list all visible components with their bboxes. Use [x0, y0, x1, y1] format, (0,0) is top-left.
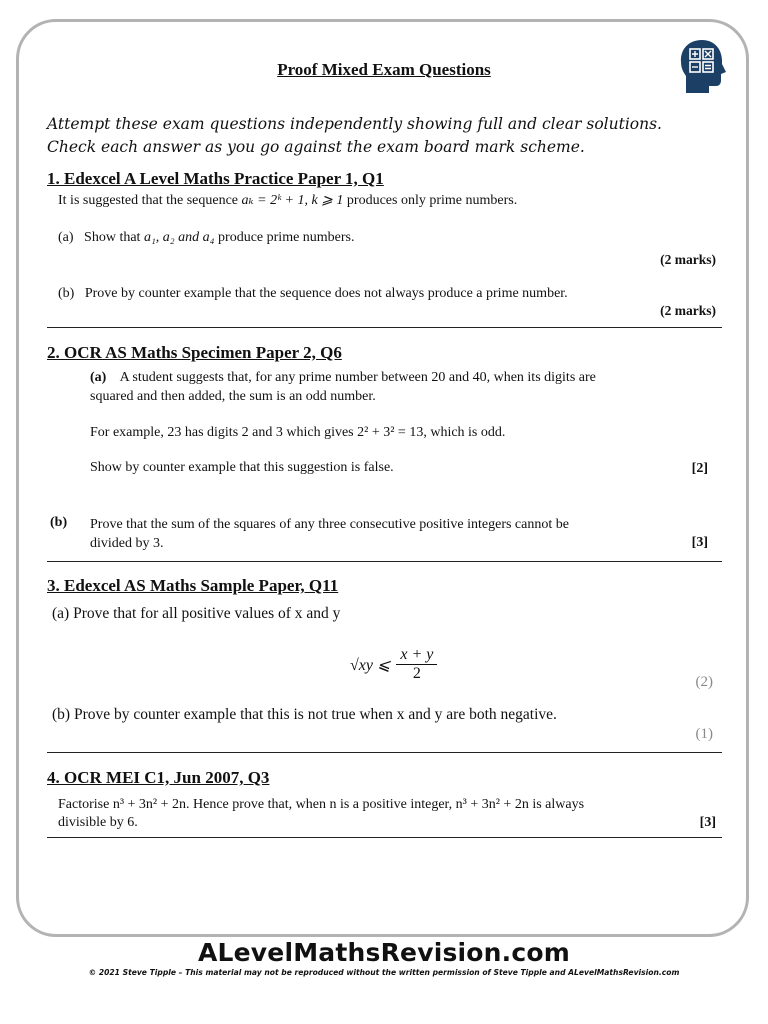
q2-a-marks: [2]: [691, 461, 708, 476]
q4-heading: 4. OCR MEI C1, Jun 2007, Q3: [47, 768, 270, 787]
q2-b-label-text: (b): [50, 515, 68, 530]
instructions-line-1: Attempt these exam questions independently showing full and clear solutions.: [47, 115, 662, 133]
q2-b-marks: [3]: [691, 535, 708, 550]
q1-a-marks: (2 marks): [660, 252, 716, 267]
q4-line1: Factorise n³ + 3n² + 2n. Hence prove that, when n is a positive integer, n³ + 3n² + 2n is always: [58, 797, 585, 812]
q2-example-pre: For example, 23 has digits 2 and 3 which gives: [90, 425, 354, 440]
q3-ineq-den: 2: [412, 665, 421, 682]
q3-a-text: (a) Prove that for all positive values of x and y: [52, 605, 341, 622]
q3-heading: 3. Edexcel AS Maths Sample Paper, Q11: [47, 576, 339, 595]
q2-show-line: Show by counter example that this suggestion is false.: [90, 460, 394, 475]
q1-b-text: Prove by counter example that the sequence does not always produce a prime number.: [84, 286, 568, 301]
q3-ineq-lhs: √xy ⩽: [350, 656, 391, 674]
q1-part-a: [58, 230, 355, 246]
q4-line2: divisible by 6.: [58, 815, 138, 830]
q2-example-post: , which is odd.: [423, 425, 506, 440]
divider: [47, 561, 722, 562]
q3-b-text: (b) Prove by counter example that this is not true when x and y are both negative.: [52, 706, 557, 723]
page-title: Proof Mixed Exam Questions: [277, 60, 491, 79]
q4-marks: [3]: [699, 815, 716, 830]
q2-part-b: [90, 515, 710, 553]
q2-b-line2: divided by 3.: [90, 536, 164, 551]
instructions: [47, 113, 727, 159]
copyright-notice: © 2021 Steve Tipple – This material may not be reproduced without the written permission of Steve Tipple and ALevelMathsRevision.com: [88, 968, 680, 977]
q1-b-marks: (2 marks): [660, 303, 716, 318]
q2-b-line1: Prove that the sum of the squares of any three consecutive positive integers cannot be: [90, 517, 569, 532]
q2-a-label: (a): [90, 370, 107, 385]
q1-a-pre: Show that: [84, 230, 141, 245]
q2-a-line2: squared and then added, the sum is an odd number.: [90, 389, 376, 404]
q1-part-b: [58, 286, 568, 302]
q3-ineq-num: x + y: [396, 646, 437, 665]
q1-a-label: (a): [58, 230, 74, 245]
q3-a-marks: (2): [695, 674, 713, 690]
q1-stem: [58, 192, 517, 209]
site-name: ALevelMathsRevision.com: [197, 938, 571, 967]
q1-a-post: produce prime numbers.: [218, 230, 355, 245]
q1-stem-post: produces only prime numbers.: [346, 193, 518, 208]
q1-b-label: (b): [58, 286, 75, 301]
q3-inequality: [350, 646, 437, 683]
q2-a-line1: A student suggests that, for any prime number between 20 and 40, when its digits are: [119, 370, 596, 385]
q2-heading: 2. OCR AS Maths Specimen Paper 2, Q6: [47, 343, 342, 362]
q2-b-label: [50, 515, 67, 531]
instructions-line-2: Check each answer as you go against the exam board mark scheme.: [47, 138, 585, 156]
q1-a-terms: a₁, a₂ and a₄: [143, 230, 215, 245]
divider: [47, 837, 722, 838]
head-calculator-icon: [678, 38, 730, 94]
q4-body: [58, 796, 718, 832]
q3-fraction: [396, 646, 437, 683]
q2-example: [90, 425, 505, 441]
q2-example-formula: 2² + 3² = 13: [357, 425, 424, 440]
divider: [47, 327, 722, 328]
q2-part-a: [90, 368, 710, 406]
q1-stem-pre: It is suggested that the sequence: [58, 193, 239, 208]
q1-heading: 1. Edexcel A Level Maths Practice Paper 1, Q1: [47, 169, 384, 188]
q1-stem-formula: aₖ = 2ᵏ + 1, k ⩾ 1: [241, 193, 344, 208]
q3-b-marks: (1): [695, 726, 713, 742]
divider: [47, 752, 722, 753]
